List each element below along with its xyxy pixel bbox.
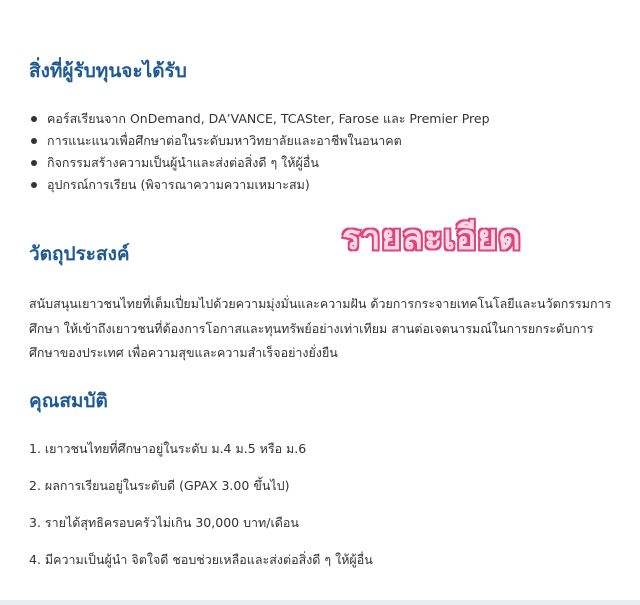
benefit-text: อุปกรณ์การเรียน (พิจารณาความความเหมาะสม) — [47, 177, 310, 192]
list-item — [29, 152, 490, 174]
bullet-icon — [31, 182, 37, 188]
benefit-text: การแนะแนวเพื่อศึกษาต่อในระดับมหาวิทยาลัยและอาชีพในอนาคต — [47, 133, 402, 148]
details-sticker: รายละเอียด — [342, 218, 522, 258]
benefit-text: กิจกรรมสร้างความเป็นผู้นำและส่งต่อสิ่งดี ๆ ให้ผู้อื่น — [47, 155, 319, 170]
list-item: 4. มีความเป็นผู้นำ จิตใจดี ชอบช่วยเหลือและส่งต่อสิ่งดี ๆ ให้ผู้อื่น — [29, 552, 373, 567]
list-item: 3. รายได้สุทธิครอบครัวไม่เกิน 30,000 บาท/เดือน — [29, 515, 299, 530]
objective-heading: วัตถุประสงค์ — [29, 243, 130, 265]
qualifications-list — [29, 438, 373, 586]
list-item: 2. ผลการเรียนอยู่ในระดับดี (GPAX 3.00 ขึ้นไป) — [29, 478, 290, 493]
bullet-icon — [31, 160, 37, 166]
bullet-icon — [31, 116, 37, 122]
benefits-list — [29, 108, 490, 196]
benefits-heading: สิ่งที่ผู้รับทุนจะได้รับ — [29, 60, 187, 82]
benefit-text: คอร์สเรียนจาก OnDemand, DA’VANCE, TCASter, Farose และ Premier Prep — [47, 111, 490, 126]
qualifications-heading: คุณสมบัติ — [29, 390, 108, 412]
objective-paragraph: สนับสนุนเยาวชนไทยที่เต็มเปี่ยมไปด้วยความมุ่งมั่นและความฝัน ด้วยการกระจายเทคโนโลยีและนวัตกรรมการศึกษา ให้เข้าถึงเยาวชนที่ต้องการโอกาสและทุนทรัพย์อย่างเท่าเทียม สานต่อเจตนารมณ์ในการยกระดับการศึกษาของประเทศ เพื่อความสุขและความสำเร็จอย่างยั่งยืน — [29, 296, 612, 360]
list-item — [29, 108, 490, 130]
bottom-divider — [0, 600, 640, 605]
bullet-icon — [31, 138, 37, 144]
list-item — [29, 174, 490, 196]
list-item: 1. เยาวชนไทยที่ศึกษาอยู่ในระดับ ม.4 ม.5 หรือ ม.6 — [29, 441, 307, 456]
list-item — [29, 130, 490, 152]
